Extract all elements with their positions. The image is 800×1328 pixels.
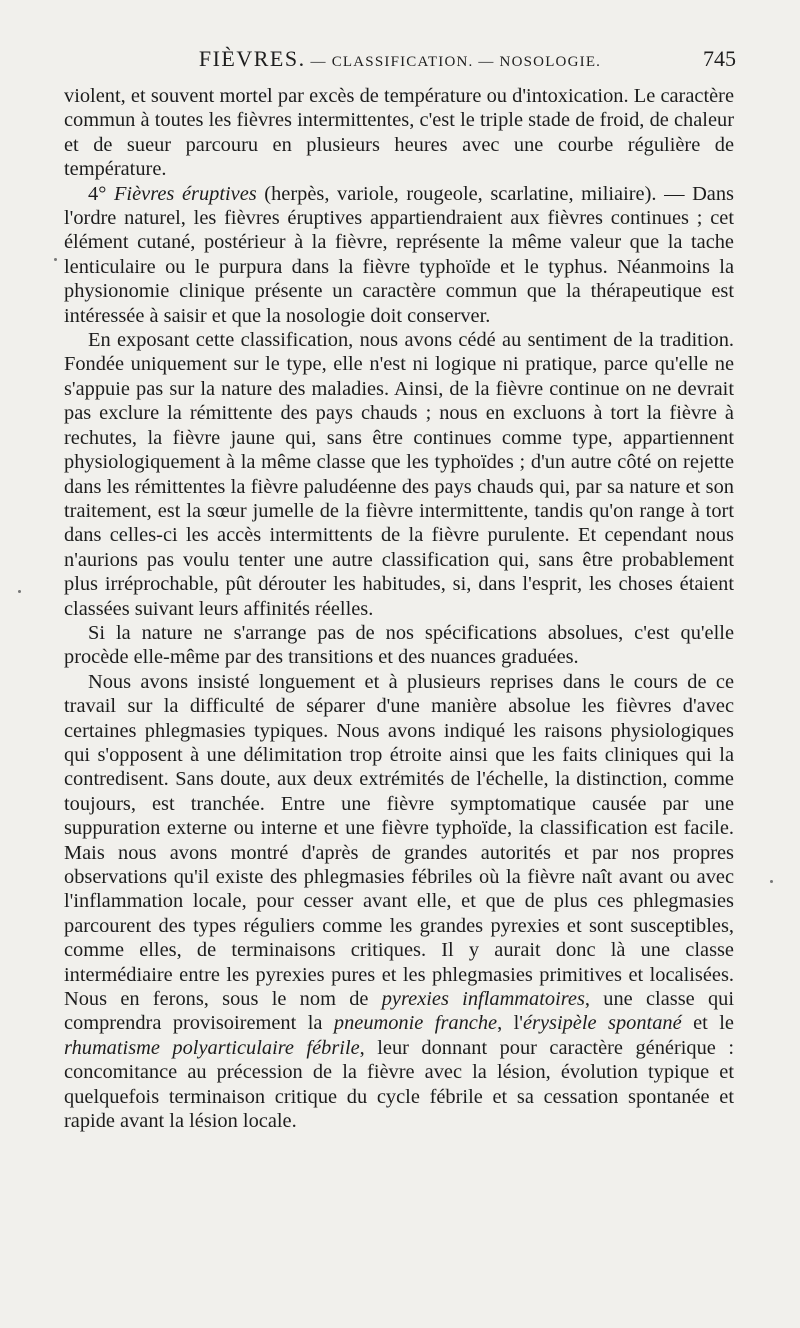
paragraph-2 [64,182,734,328]
term-pneumonie-franche: pneumonie franche [333,1012,498,1035]
paragraph-3: En exposant cette classification, nous avons cédé au sentiment de la tradition. Fondée uniquement sur le type, elle n'est ni logique ni pratique, parce qu'elle ne s'appuie pas sur la nature des maladies. Ainsi, de la fièvre continue on ne devrait pas exclure la rémittente des pays chauds ; nous en excluons à tort la fièvre à rechutes, la fièvre jaune qui, sans être continues comme type, appartiennent physiologiquement à la même classe que les typhoïdes ; d'un autre côté on rejette dans les rémittentes la fièvre paludéenne des pays chauds qui, par sa nature et son traitement, est la sœur jumelle de la fièvre intermittente, tandis qu'on range à tort dans celles-ci les accès intermittents de la fièvre purulente. Et cependant nous n'aurions pas voulu tenter une autre classification qui, sans être probablement plus irréprochable, pût dérouter les habitudes, si, dans l'esprit, les choses étaient classées suivant leurs affinités réelles. [64,329,734,620]
body-text [64,84,734,1133]
page-number: 745 [703,46,736,71]
running-head [64,46,736,76]
paragraph-5-text-e: , leur donnant pour caractère générique : concomitance au précession de la fièvre avec la lésion, évolution typique et quelquefois terminaison critique du cycle fébrile et sa cessation spontanée et rapide avant la lésion locale. [64,1036,734,1133]
term-erysipele-spontane: érysipèle spontané [522,1012,682,1035]
paper-speck [770,880,773,883]
paragraph-5 [64,670,734,1134]
term-pyrexies-inflammatoires: pyrexies inflammatoires [381,988,585,1011]
term-rhumatisme: rhumatisme polyarticulaire fébrile [64,1036,360,1059]
paragraph-4: Si la nature ne s'arrange pas de nos spécifications absolues, c'est qu'elle procède elle-même par des transitions et des nuances graduées. [64,621,734,669]
running-title-rest: — CLASSIFICATION. — NOSOLOGIE. [305,54,602,70]
paper-speck [18,590,21,593]
running-title [64,46,736,72]
section-heading-eruptive-fevers: Fièvres éruptives [113,182,257,205]
paper-speck [54,258,57,261]
paragraph-5-text-c: , l' [497,1012,523,1035]
paragraph-5-text-a: Nous avons insisté longuement et à plusieurs reprises dans le cours de ce travail sur la difficulté de séparer d'une manière absolue les fièvres d'avec certaines phlegmasies typiques. Nous avons indiqué les raisons physiologiques qui s'opposent à une délimitation trop étroite ainsi que les faits cliniques qui la contredisent. Sans doute, aux deux extrémités de l'échelle, la distinction, comme toujours, est tranchée. Entre une fièvre symptomatique causée par une suppuration externe ou interne et une fièvre typhoïde, la classification est facile. Mais nous avons montré d'après de grandes autorités et par nos propres observations qu'il existe des phlegmasies fébriles où la fièvre naît avant ou avec l'inflammation locale, pour cesser avant elle, et que de plus ces phlegmasies parcourent des types réguliers comme les grandes pyrexies et sont susceptibles, comme elles, de terminaisons critiques. Il y aurait donc là une classe intermédiaire entre les pyrexies pures et les phlegmasies primitives et localisées. Nous en ferons, sous le nom de [64,670,734,1011]
paragraph-5-text-b: , une classe qui comprendra provisoirement la [64,988,735,1035]
list-number: 4° [88,182,107,205]
running-title-main: FIÈVRES. [198,46,306,71]
paragraph-1: violent, et souvent mortel par excès de température ou d'intoxication. Le caractère commun à toutes les fièvres intermittentes, c'est le triple stade de froid, de chaleur et de sueur parcouru en plusieurs heures avec une courbe régulière de température. [64,85,734,181]
paragraph-5-text-d: et le [681,1012,734,1035]
paragraph-2-text: (herpès, variole, rougeole, scarlatine, miliaire). — Dans l'ordre naturel, les fièvres éruptives appartiendraient aux fièvres continues ; cet élément cutané, postérieur à la fièvre, représente la même valeur que la tache lenticulaire ou le purpura dans la fièvre typhoïde et le typhus. Néanmoins la physionomie clinique présente un caractère commun que la thérapeutique est intéressée à saisir et que la nosologie doit conserver. [64,182,734,327]
